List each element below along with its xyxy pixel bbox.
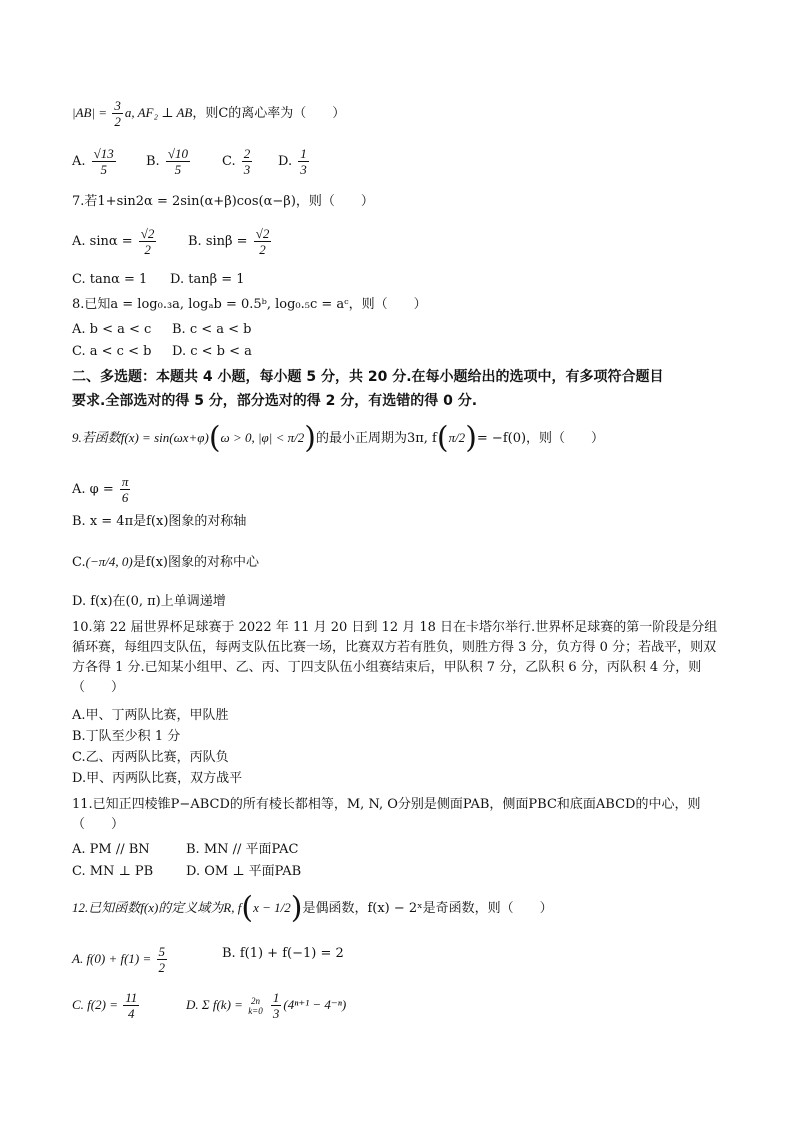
q9-option-a xyxy=(72,474,132,505)
q7-option-b-fraction xyxy=(254,226,272,257)
q11-stem: 11.已知正四棱锥P−ABCD的所有棱长都相等，M, N, O分别是侧面PAB，侧面PBC和底面ABCD的中心，则（ ） xyxy=(72,797,701,832)
q7-option-b-text: B. sinβ = xyxy=(188,234,252,249)
q6-stem xyxy=(72,98,345,129)
q7-option-a-text: A. sinα = xyxy=(72,234,137,249)
q6-option-d-num: 1 xyxy=(300,146,307,161)
q7-option-a-den: 2 xyxy=(144,242,151,257)
q6-option-d xyxy=(278,146,311,177)
q9-option-c-text: C. xyxy=(72,555,86,570)
q12-option-d-text: D. Σ f(k) = xyxy=(186,997,247,1012)
q12-option-c-text: C. f(2) = xyxy=(72,997,122,1012)
q6-option-c xyxy=(222,146,254,177)
q9-option-a-num: π xyxy=(121,474,129,489)
right-paren-icon: ) xyxy=(290,890,303,926)
left-paren-icon: ( xyxy=(208,420,221,456)
section2-line2: 要求.全部选对的得 5 分，部分选对的得 2 分，有选错的得 0 分. xyxy=(72,393,478,409)
q12-stem-a: 12.已知函数f(x)的定义域为R, f xyxy=(72,900,242,915)
q6-option-b-num: √10 xyxy=(167,146,188,161)
q12-option-d xyxy=(186,990,346,1021)
q9-stem-c: = −f(0)，则（ ） xyxy=(476,431,605,446)
q6-stem-suffix: ，则C的离心率为（ ） xyxy=(192,106,346,121)
q6-stem-mid: a, AF₂ ⊥ AB xyxy=(124,105,193,120)
q12-option-d-sum-top: 2n xyxy=(250,995,260,1006)
q8-option-d: D. c < b < a xyxy=(172,344,252,359)
q10-option-a: A.甲、丁两队比赛，甲队胜 xyxy=(72,708,229,723)
q7-option-a-fraction xyxy=(139,226,157,257)
q7-option-b xyxy=(188,226,273,257)
q6-stem-frac-num: 3 xyxy=(114,98,121,113)
q9-option-d: D. f(x)在(0, π)上单调递增 xyxy=(72,594,226,609)
q12-option-c-fraction xyxy=(123,990,139,1021)
q12-option-d-num: 1 xyxy=(272,990,280,1005)
q11-option-d: D. OM ⊥ 平面PAB xyxy=(186,864,302,879)
q6-option-d-den: 3 xyxy=(300,162,307,177)
q12-option-a-num: 5 xyxy=(158,944,166,959)
q7-stem: 7.若1+sin2α = 2sin(α+β)cos(α−β)，则（ ） xyxy=(72,194,374,209)
q9-option-a-den: 6 xyxy=(121,490,129,505)
q12-option-b: B. f(1) + f(−1) = 2 xyxy=(222,946,344,961)
q6-stem-fraction xyxy=(112,98,123,129)
q8-stem: 8.已知a = log₀.₃a, logₐb = 0.5ᵇ, log₀.₅c = aᶜ，则（ ） xyxy=(72,297,427,312)
q12-option-a-text: A. f(0) + f(1) = xyxy=(72,951,155,966)
q12-option-c-num: 11 xyxy=(125,990,138,1005)
q7-option-b-num: √2 xyxy=(255,226,270,241)
q9-stem-arg: π/2 xyxy=(448,430,466,445)
q7-option-b-den: 2 xyxy=(259,242,266,257)
right-paren-icon: ) xyxy=(465,420,477,456)
q9-option-a-fraction xyxy=(120,474,131,505)
q6-stem-frac-den: 2 xyxy=(114,114,121,129)
q7-option-a xyxy=(72,226,158,257)
q9-stem-condition: ω > 0, |φ| < π/2 xyxy=(220,430,305,445)
q6-option-label: C. xyxy=(222,154,236,169)
left-paren-icon: ( xyxy=(436,420,449,456)
q12-stem-b: 是偶函数，f(x) − 2ˣ是奇函数，则（ ） xyxy=(302,901,553,916)
q6-option-c-num: 2 xyxy=(243,146,251,161)
q6-option-a-num: √13 xyxy=(93,146,114,161)
q9-option-c-point: (−π/4, 0) xyxy=(85,554,133,569)
left-paren-icon: ( xyxy=(241,890,254,926)
q12-option-d-tail: (4ⁿ⁺¹ − 4⁻ⁿ) xyxy=(283,997,347,1012)
q12-option-a-fraction xyxy=(157,944,168,975)
q12-stem xyxy=(72,890,553,926)
q6-option-b-den: 5 xyxy=(174,162,182,177)
q9-stem xyxy=(72,420,605,456)
q10-option-d: D.甲、丙两队比赛，双方战平 xyxy=(72,771,243,786)
q8-option-a: A. b < a < c xyxy=(72,322,152,337)
q11-option-c: C. MN ⊥ PB xyxy=(72,864,154,879)
q12-option-d-sum-limits xyxy=(248,996,263,1016)
q11-option-a: A. PM // BN xyxy=(72,842,150,857)
q10-option-b: B.丁队至少积 1 分 xyxy=(72,729,181,744)
section2-line1: 二、多选题：本题共 4 小题，每小题 5 分，共 20 分.在每小题给出的选项中，有多项符合题目 xyxy=(72,369,664,385)
q12-option-a-den: 2 xyxy=(158,960,166,975)
q6-option-c-fraction xyxy=(242,146,253,177)
q7-option-a-num: √2 xyxy=(140,226,155,241)
q7-option-c: C. tanα = 1 xyxy=(72,272,148,287)
q6-option-b xyxy=(146,146,192,177)
q9-stem-a: 9.若函数f(x) = sin(ωx+φ) xyxy=(72,430,209,445)
right-paren-icon: ) xyxy=(304,420,316,456)
q12-option-a xyxy=(72,944,169,975)
q9-option-b: B. x = 4π是f(x)图象的对称轴 xyxy=(72,514,247,529)
q6-option-a-fraction xyxy=(92,146,116,177)
q6-option-b-fraction xyxy=(166,146,190,177)
q6-stem-prefix: |AB| = xyxy=(72,105,111,120)
q7-option-d: D. tanβ = 1 xyxy=(170,272,245,287)
q12-option-c xyxy=(72,990,141,1021)
q8-option-c: C. a < c < b xyxy=(72,344,152,359)
q12-option-d-sum-bottom: k=0 xyxy=(248,1005,263,1016)
q12-stem-arg: x − 1/2 xyxy=(253,900,291,915)
q12-option-d-den: 3 xyxy=(272,1006,280,1021)
q6-option-a xyxy=(72,146,118,177)
q6-option-a-den: 5 xyxy=(100,162,107,177)
q6-option-label: B. xyxy=(146,154,160,169)
q10-stem: 10.第 22 届世界杯足球赛于 2022 年 11 月 20 日到 12 月 18 日在卡塔尔举行.世界杯足球赛的第一阶段是分组循环赛，每组四支队伍，每两支队伍比赛一场，比赛双方若有胜负，则胜方得 3 分，负方得 0 分；若战平，则双方各得 1 分.已知某小组甲、乙、丙、丁四支队伍小组赛结束后，甲队积 7 分，乙队积 6 分，丙队积 4 分，则（ ） xyxy=(72,620,718,695)
q6-option-c-den: 3 xyxy=(243,162,251,177)
q9-option-c xyxy=(72,552,259,573)
q8-option-b: B. c < a < b xyxy=(172,322,252,337)
q12-option-d-fraction xyxy=(271,990,282,1021)
q12-option-c-den: 4 xyxy=(127,1006,135,1021)
q10-option-c: C.乙、丙两队比赛，丙队负 xyxy=(72,750,229,765)
q9-stem-b: 的最小正周期为3π, f xyxy=(315,431,437,446)
q6-option-label: A. xyxy=(72,154,86,169)
q9-option-c-tail: 是f(x)图象的对称中心 xyxy=(132,555,259,570)
q6-option-d-fraction xyxy=(298,146,309,177)
q9-option-a-text: A. φ = xyxy=(72,482,118,497)
q6-option-label: D. xyxy=(278,154,293,169)
q11-option-b: B. MN // 平面PAC xyxy=(186,842,299,857)
